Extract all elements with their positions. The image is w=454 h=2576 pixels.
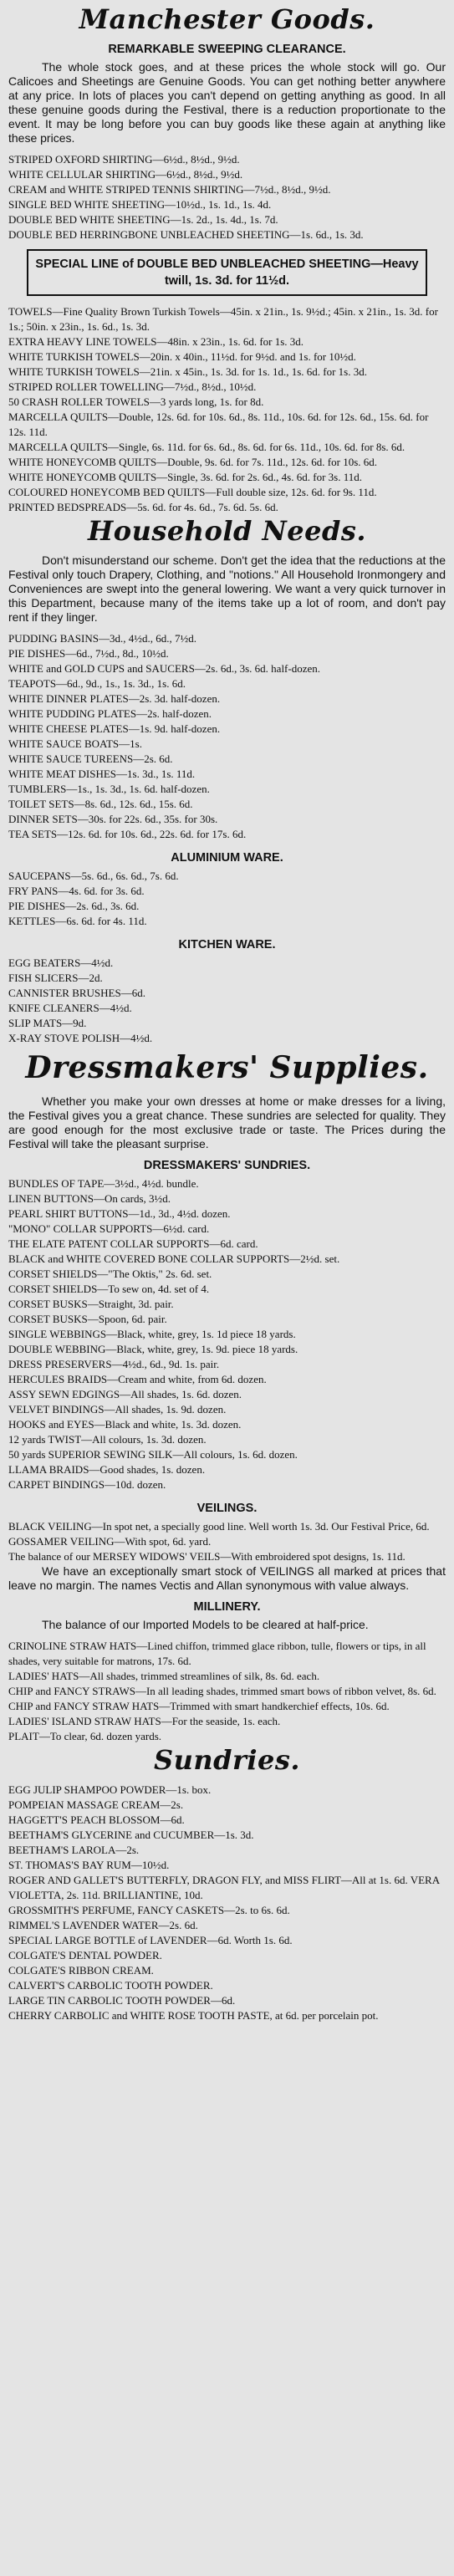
list-item: 50 yards SUPERIOR SEWING SILK—All colours, 1s. 6d. dozen. bbox=[8, 1448, 298, 1461]
list-item: COLOURED HONEYCOMB BED QUILTS—Full double size, 12s. 6d. for 9s. 11d. bbox=[8, 486, 377, 498]
list-item: CARPET BINDINGS—10d. dozen. bbox=[8, 1478, 166, 1491]
item-list bbox=[8, 1783, 446, 2023]
list-item: THE ELATE PATENT COLLAR SUPPORTS—6d. card. bbox=[8, 1237, 258, 1250]
subsection-heading: VEILINGS. bbox=[196, 1502, 258, 1515]
list-item: MARCELLA QUILTS—Single, 6s. 11d. for 6s. 6d., 8s. 6d. for 6s. 11d., 10s. 6d. for 8s. 6d. bbox=[8, 441, 406, 453]
list-item: CORSET BUSKS—Spoon, 6d. pair. bbox=[8, 1313, 167, 1325]
list-item: PEARL SHIRT BUTTONS—1d., 3d., 4½d. dozen. bbox=[8, 1207, 231, 1220]
list-item: CALVERT'S CARBOLIC TOOTH POWDER. bbox=[8, 1979, 213, 1992]
list-item: CREAM and WHITE STRIPED TENNIS SHIRTING—7½d., 8½d., 9½d. bbox=[8, 183, 331, 196]
veilings-note: We have an exceptionally smart stock of VEILINGS all marked at prices that leave no margin. The names Vectis and Allan synonymous with value always. bbox=[8, 1564, 446, 1592]
subsection-heading: KITCHEN WARE. bbox=[178, 938, 276, 951]
list-item: CHIP and FANCY STRAW HATS—Trimmed with smart handkerchief effects, 10s. 6d. bbox=[8, 1700, 390, 1712]
list-item: SLIP MATS—9d. bbox=[8, 1017, 87, 1029]
list-item: COLGATE'S RIBBON CREAM. bbox=[8, 1964, 154, 1977]
list-item: DRESS PRESERVERS—4½d., 6d., 9d. 1s. pair. bbox=[8, 1358, 220, 1370]
section-sundries bbox=[8, 1746, 446, 2023]
list-item: CHIP and FANCY STRAWS—In all leading shades, trimmed smart bows of ribbon velvet, 8s. 6d. bbox=[8, 1685, 436, 1697]
list-item: WHITE MEAT DISHES—1s. 3d., 1s. 11d. bbox=[8, 768, 196, 780]
list-item: DINNER SETS—30s. for 22s. 6d., 35s. for 30s. bbox=[8, 813, 218, 825]
subsection-heading: MILLINERY. bbox=[193, 1600, 261, 1614]
section-manchester bbox=[8, 5, 446, 515]
list-item: WHITE PUDDING PLATES—2s. half-dozen. bbox=[8, 707, 212, 720]
item-list bbox=[8, 631, 446, 842]
list-item: WHITE SAUCE BOATS—1s. bbox=[8, 737, 142, 750]
intro-paragraph: Whether you make your own dresses at home or make dresses for a living, the Festival gives you a great chance. These sundries are selected for quality. They are good enough for the most exclusive trade or taste. The Prices during the Festival will take the pleasant surprise. bbox=[8, 1094, 446, 1150]
section-heading: Household Needs. bbox=[88, 515, 366, 547]
list-item: LADIES' ISLAND STRAW HATS—For the seaside, 1s. each. bbox=[8, 1715, 281, 1727]
list-item: BUNDLES OF TAPE—3½d., 4½d. bundle. bbox=[8, 1177, 199, 1190]
list-item: 50 CRASH ROLLER TOWELS—3 yards long, 1s. for 8d. bbox=[8, 395, 264, 408]
list-item: KETTLES—6s. 6d. for 4s. 11d. bbox=[8, 915, 147, 927]
list-item: SINGLE WEBBINGS—Black, white, grey, 1s. 1d piece 18 yards. bbox=[8, 1328, 296, 1340]
section-subheading: REMARKABLE SWEEPING CLEARANCE. bbox=[108, 43, 346, 56]
list-item: SINGLE BED WHITE SHEETING—10½d., 1s. 1d., 1s. 4d. bbox=[8, 198, 272, 211]
section-heading: Dressmakers' Supplies. bbox=[25, 1050, 429, 1085]
list-item: PUDDING BASINS—3d., 4½d., 6d., 7½d. bbox=[8, 632, 196, 645]
list-item: TUMBLERS—1s., 1s. 3d., 1s. 6d. half-dozen. bbox=[8, 783, 210, 795]
list-item: CRINOLINE STRAW HATS—Lined chiffon, trimmed glace ribbon, tulle, flowers or tips, in all shades, very suitable for matrons, 17s. 6d. bbox=[8, 1640, 426, 1667]
list-item: PIE DISHES—2s. 6d., 3s. 6d. bbox=[8, 900, 140, 912]
item-list bbox=[8, 1639, 446, 1744]
list-item: LADIES' HATS—All shades, trimmed streamlines of silk, 8s. 6d. each. bbox=[8, 1670, 320, 1682]
item-list bbox=[8, 152, 446, 242]
list-item: LLAMA BRAIDS—Good shades, 1s. dozen. bbox=[8, 1463, 206, 1476]
list-item: ST. THOMAS'S BAY RUM—10½d. bbox=[8, 1859, 170, 1871]
list-item: WHITE and GOLD CUPS and SAUCERS—2s. 6d., 3s. 6d. half-dozen. bbox=[8, 662, 321, 675]
item-list bbox=[8, 304, 446, 515]
list-item: CORSET SHIELDS—To sew on, 4d. set of 4. bbox=[8, 1283, 210, 1295]
list-item: LINEN BUTTONS—On cards, 3½d. bbox=[8, 1192, 171, 1205]
intro-paragraph: The whole stock goes, and at these prices the whole stock will go. Our Calicoes and Sheetings are Genuine Goods. You can get nothing better anywhere at any price. In lots of places you can't depend on getting anything as good. In all these genuine goods during the Festival, there is a reduction proportionate to the event. It may be long before you can buy goods like these again at anything like these prices. bbox=[8, 60, 446, 145]
list-item: EGG JULIP SHAMPOO POWDER—1s. box. bbox=[8, 1783, 212, 1796]
list-item: DOUBLE WEBBING—Black, white, grey, 1s. 9d. piece 18 yards. bbox=[8, 1343, 298, 1355]
list-item: BEETHAM'S GLYCERINE and CUCUMBER—1s. 3d. bbox=[8, 1829, 254, 1841]
list-item: BEETHAM'S LAROLA—2s. bbox=[8, 1844, 140, 1856]
section-heading: Sundries. bbox=[153, 1744, 301, 1776]
list-item: COLGATE'S DENTAL POWDER. bbox=[8, 1949, 162, 1961]
subsection-heading: DRESSMAKERS' SUNDRIES. bbox=[143, 1159, 311, 1172]
subsection-heading: ALUMINIUM WARE. bbox=[171, 851, 283, 865]
list-item: FISH SLICERS—2d. bbox=[8, 972, 103, 984]
list-item: SPECIAL LARGE BOTTLE of LAVENDER—6d. Worth 1s. 6d. bbox=[8, 1934, 293, 1946]
list-item: EXTRA HEAVY LINE TOWELS—48in. x 23in., 1s. 6d. for 1s. 3d. bbox=[8, 335, 304, 348]
list-item: The balance of our MERSEY WIDOWS' VEILS—With embroidered spot designs, 1s. 11d. bbox=[8, 1550, 406, 1563]
list-item: SAUCEPANS—5s. 6d., 6s. 6d., 7s. 6d. bbox=[8, 870, 179, 882]
list-item: GOSSAMER VEILING—With spot, 6d. yard. bbox=[8, 1535, 212, 1548]
list-item: TOWELS—Fine Quality Brown Turkish Towels—45in. x 21in., 1s. 9½d.; 45in. x 21in., 1s. 3d. for 1s.; 50in. x 23in., 1s. 6d., 1s. 3d. bbox=[8, 305, 438, 333]
list-item: TEAPOTS—6d., 9d., 1s., 1s. 3d., 1s. 6d. bbox=[8, 677, 186, 690]
list-item: WHITE TURKISH TOWELS—20in. x 40in., 11½d. for 9½d. and 1s. for 10½d. bbox=[8, 350, 356, 363]
section-dressmakers bbox=[8, 1051, 446, 1744]
section-heading: Manchester Goods. bbox=[79, 3, 375, 35]
list-item: DOUBLE BED HERRINGBONE UNBLEACHED SHEETING—1s. 6d., 1s. 3d. bbox=[8, 228, 364, 241]
list-item: EGG BEATERS—4½d. bbox=[8, 956, 114, 969]
list-item: CORSET SHIELDS—"The Oktis," 2s. 6d. set. bbox=[8, 1268, 212, 1280]
section-household bbox=[8, 517, 446, 1046]
item-list bbox=[8, 1519, 446, 1564]
list-item: HERCULES BRAIDS—Cream and white, from 6d. dozen. bbox=[8, 1373, 267, 1385]
list-item: 12 yards TWIST—All colours, 1s. 3d. dozen. bbox=[8, 1433, 207, 1446]
list-item: HOOKS and EYES—Black and white, 1s. 3d. dozen. bbox=[8, 1418, 242, 1431]
list-item: X-RAY STOVE POLISH—4½d. bbox=[8, 1032, 153, 1044]
list-item: WHITE HONEYCOMB QUILTS—Double, 9s. 6d. for 7s. 11d., 12s. 6d. for 10s. 6d. bbox=[8, 456, 378, 468]
list-item: ROGER AND GALLET'S BUTTERFLY, DRAGON FLY, and MISS FLIRT—All at 1s. 6d. VERA VIOLETTA, 2s. 11d. BRILLIANTINE, 10d. bbox=[8, 1874, 440, 1901]
list-item: MARCELLA QUILTS—Double, 12s. 6d. for 10s. 6d., 8s. 11d., 10s. 6d. for 12s. 6d., 15s. 6d. for 12s. 11d. bbox=[8, 411, 429, 438]
list-item: POMPEIAN MASSAGE CREAM—2s. bbox=[8, 1798, 184, 1811]
list-item: WHITE CHEESE PLATES—1s. 9d. half-dozen. bbox=[8, 722, 221, 735]
intro-paragraph: Don't misunderstand our scheme. Don't get the idea that the reductions at the Festival only touch Drapery, Clothing, and "notions." All Household Ironmongery and Conveniences are swept into the general lowering. We want a very quick turnover in this Department, because many of the items take up a lot of room, and don't pay rent if they linger. bbox=[8, 553, 446, 624]
list-item: WHITE CELLULAR SHIRTING—6½d., 8½d., 9½d. bbox=[8, 168, 243, 181]
list-item: CHERRY CARBOLIC and WHITE ROSE TOOTH PASTE, at 6d. per porcelain pot. bbox=[8, 2009, 379, 2022]
list-item: WHITE TURKISH TOWELS—21in. x 45in., 1s. 3d. for 1s. 1d., 1s. 6d. for 1s. 3d. bbox=[8, 365, 367, 378]
list-item: PIE DISHES—6d., 7½d., 8d., 10½d. bbox=[8, 647, 169, 660]
item-list bbox=[8, 869, 446, 929]
list-item: BLACK and WHITE COVERED BONE COLLAR SUPPORTS—2½d. set. bbox=[8, 1252, 340, 1265]
list-item: ASSY SEWN EDGINGS—All shades, 1s. 6d. dozen. bbox=[8, 1388, 242, 1400]
item-list bbox=[8, 956, 446, 1046]
list-item: DOUBLE BED WHITE SHEETING—1s. 2d., 1s. 4d., 1s. 7d. bbox=[8, 213, 278, 226]
list-item: RIMMEL'S LAVENDER WATER—2s. 6d. bbox=[8, 1919, 198, 1931]
list-item: HAGGETT'S PEACH BLOSSOM—6d. bbox=[8, 1813, 185, 1826]
list-item: WHITE HONEYCOMB QUILTS—Single, 3s. 6d. for 2s. 6d., 4s. 6d. for 3s. 11d. bbox=[8, 471, 362, 483]
list-item: CORSET BUSKS—Straight, 3d. pair. bbox=[8, 1298, 174, 1310]
list-item: VELVET BINDINGS—All shades, 1s. 9d. dozen. bbox=[8, 1403, 227, 1416]
list-item: PRINTED BEDSPREADS—5s. 6d. for 4s. 6d., 7s. 6d. 5s. 6d. bbox=[8, 501, 278, 513]
millinery-note: The balance of our Imported Models to be cleared at half-price. bbox=[42, 1618, 369, 1631]
item-list bbox=[8, 1176, 446, 1492]
list-item: KNIFE CLEANERS—4½d. bbox=[8, 1002, 132, 1014]
list-item: GROSSMITH'S PERFUME, FANCY CASKETS—2s. to 6s. 6d. bbox=[8, 1904, 290, 1916]
list-item: TEA SETS—12s. 6d. for 10s. 6d., 22s. 6d. for 17s. 6d. bbox=[8, 828, 247, 840]
list-item: PLAIT—To clear, 6d. dozen yards. bbox=[8, 1730, 162, 1742]
list-item: BLACK VEILING—In spot net, a specially good line. Well worth 1s. 3d. Our Festival Price, 6d. bbox=[8, 1520, 430, 1533]
special-line-box: SPECIAL LINE of DOUBLE BED UNBLEACHED SHEETING—Heavy twill, 1s. 3d. for 11½d. bbox=[27, 249, 427, 296]
list-item: LARGE TIN CARBOLIC TOOTH POWDER—6d. bbox=[8, 1994, 236, 2007]
list-item: WHITE SAUCE TUREENS—2s. 6d. bbox=[8, 752, 173, 765]
list-item: TOILET SETS—8s. 6d., 12s. 6d., 15s. 6d. bbox=[8, 798, 193, 810]
list-item: WHITE DINNER PLATES—2s. 3d. half-dozen. bbox=[8, 692, 221, 705]
list-item: FRY PANS—4s. 6d. for 3s. 6d. bbox=[8, 885, 145, 897]
list-item: CANNISTER BRUSHES—6d. bbox=[8, 987, 145, 999]
list-item: STRIPED OXFORD SHIRTING—6½d., 8½d., 9½d. bbox=[8, 153, 240, 166]
list-item: "MONO" COLLAR SUPPORTS—6½d. card. bbox=[8, 1222, 210, 1235]
list-item: STRIPED ROLLER TOWELLING—7½d., 8½d., 10½d. bbox=[8, 380, 257, 393]
